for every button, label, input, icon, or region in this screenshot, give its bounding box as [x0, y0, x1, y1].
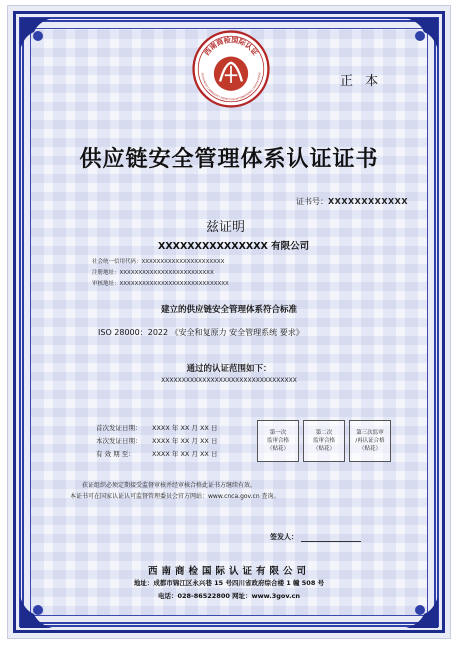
valid-until-date-value: XXXX 年 XX 月 XX 日	[152, 450, 218, 458]
corner-ornament-top-right	[400, 16, 440, 56]
certificate-number-label: 证书号：	[296, 197, 328, 206]
certify-statement: 兹证明	[206, 220, 246, 235]
certificate-watermark-panel	[30, 28, 428, 616]
certificate-number-value: XXXXXXXXXXXX	[328, 197, 409, 206]
issuer-name: 西南商检国际认证有限公司	[147, 566, 310, 577]
first-issue-date-label: 首次发证日期：	[96, 424, 142, 432]
credit-code-line	[92, 257, 224, 265]
issuer-contact: 电话：028-86522800 网址：www.3gov.cn	[157, 592, 301, 600]
certificate-number	[296, 196, 408, 207]
supervision-box-1	[257, 420, 299, 462]
copy-type-label: 正 本	[340, 74, 383, 89]
corner-ornament-top-left	[18, 16, 58, 56]
first-issue-date-value: XXXX 年 XX 月 XX 日	[152, 424, 218, 432]
current-issue-date	[96, 436, 217, 445]
company-name: XXXXXXXXXXXXXXX 有限公司	[158, 241, 310, 252]
svg-text:西南商检国际认证: 西南商检国际认证	[202, 35, 260, 58]
box-2-line-1: 第二次	[315, 430, 333, 436]
valid-until-date	[96, 449, 217, 458]
svg-text:SOUTHWEST COMMODITY INSPECTION: SOUTHWEST COMMODITY INSPECTION INTERNATIONAL CERTIFICATION	[200, 72, 262, 102]
audit-address-label: 审核地址：	[92, 281, 120, 287]
scope-value: XXXXXXXXXXXXXXXXXXXXXXXXXXXXXXXXX	[161, 377, 297, 384]
registered-address-line	[92, 268, 214, 276]
credit-code-value: XXXXXXXXXXXXXXXXXXXXXX	[141, 259, 225, 265]
box-1-line-1: 第一次	[269, 430, 287, 436]
certificate-title: 供应链安全管理体系认证证书	[79, 146, 379, 172]
audit-address-line	[92, 279, 229, 287]
registered-address-value: XXXXXXXXXXXXXXXXXXXXXXXXX	[119, 270, 214, 276]
box-1-line-2: 监审合格	[266, 438, 289, 444]
supervision-box-2	[303, 420, 345, 462]
scope-heading: 通过的认证范围如下：	[186, 364, 272, 374]
system-statement: 建立的供应链安全管理体系符合标准	[160, 305, 297, 315]
box-2-line-3: （贴花）	[312, 446, 335, 452]
box-1-line-3: （贴花）	[266, 446, 289, 452]
registered-address-label: 注册地址：	[92, 270, 120, 276]
current-issue-date-label: 本次发证日期：	[96, 437, 142, 445]
signature-line	[301, 541, 361, 542]
standard-reference: ISO 28000：2022 《安全和复原力 安全管理系统 要求》	[98, 328, 304, 337]
certification-seal-logo	[192, 30, 270, 108]
issuer-address: 地址：成都市锦江区永兴巷 15 号四川省政府综合楼 1 幢 508 号	[133, 579, 325, 587]
credit-code-label: 社会统一信用代码：	[92, 259, 142, 265]
box-2-line-2: 监审合格	[312, 438, 335, 444]
valid-until-date-label: 有 效 期 至：	[96, 450, 135, 458]
validity-notice: 获证组织必须定期接受监督审核并经审核合格此证书方继续有效。	[82, 482, 257, 489]
supervision-box-3	[349, 420, 391, 462]
audit-address-value: XXXXXXXXXXXXXXXXXXXXXXXXXXXXX	[119, 281, 229, 287]
signature-field	[270, 532, 361, 542]
verification-notice: 本证书可在国家认证认可监督管理委员会官方网站：www.cnca.gov.cn 查询。	[70, 493, 280, 500]
supervision-stamp-boxes	[257, 420, 391, 462]
box-3-line-3: （贴花）	[358, 446, 381, 452]
first-issue-date	[96, 423, 217, 432]
signature-label: 签发人：	[270, 533, 298, 541]
box-3-line-1: 第三次监审	[356, 430, 384, 436]
current-issue-date-value: XXXX 年 XX 月 XX 日	[152, 437, 218, 445]
box-3-line-2: /再认证合格	[355, 438, 385, 444]
